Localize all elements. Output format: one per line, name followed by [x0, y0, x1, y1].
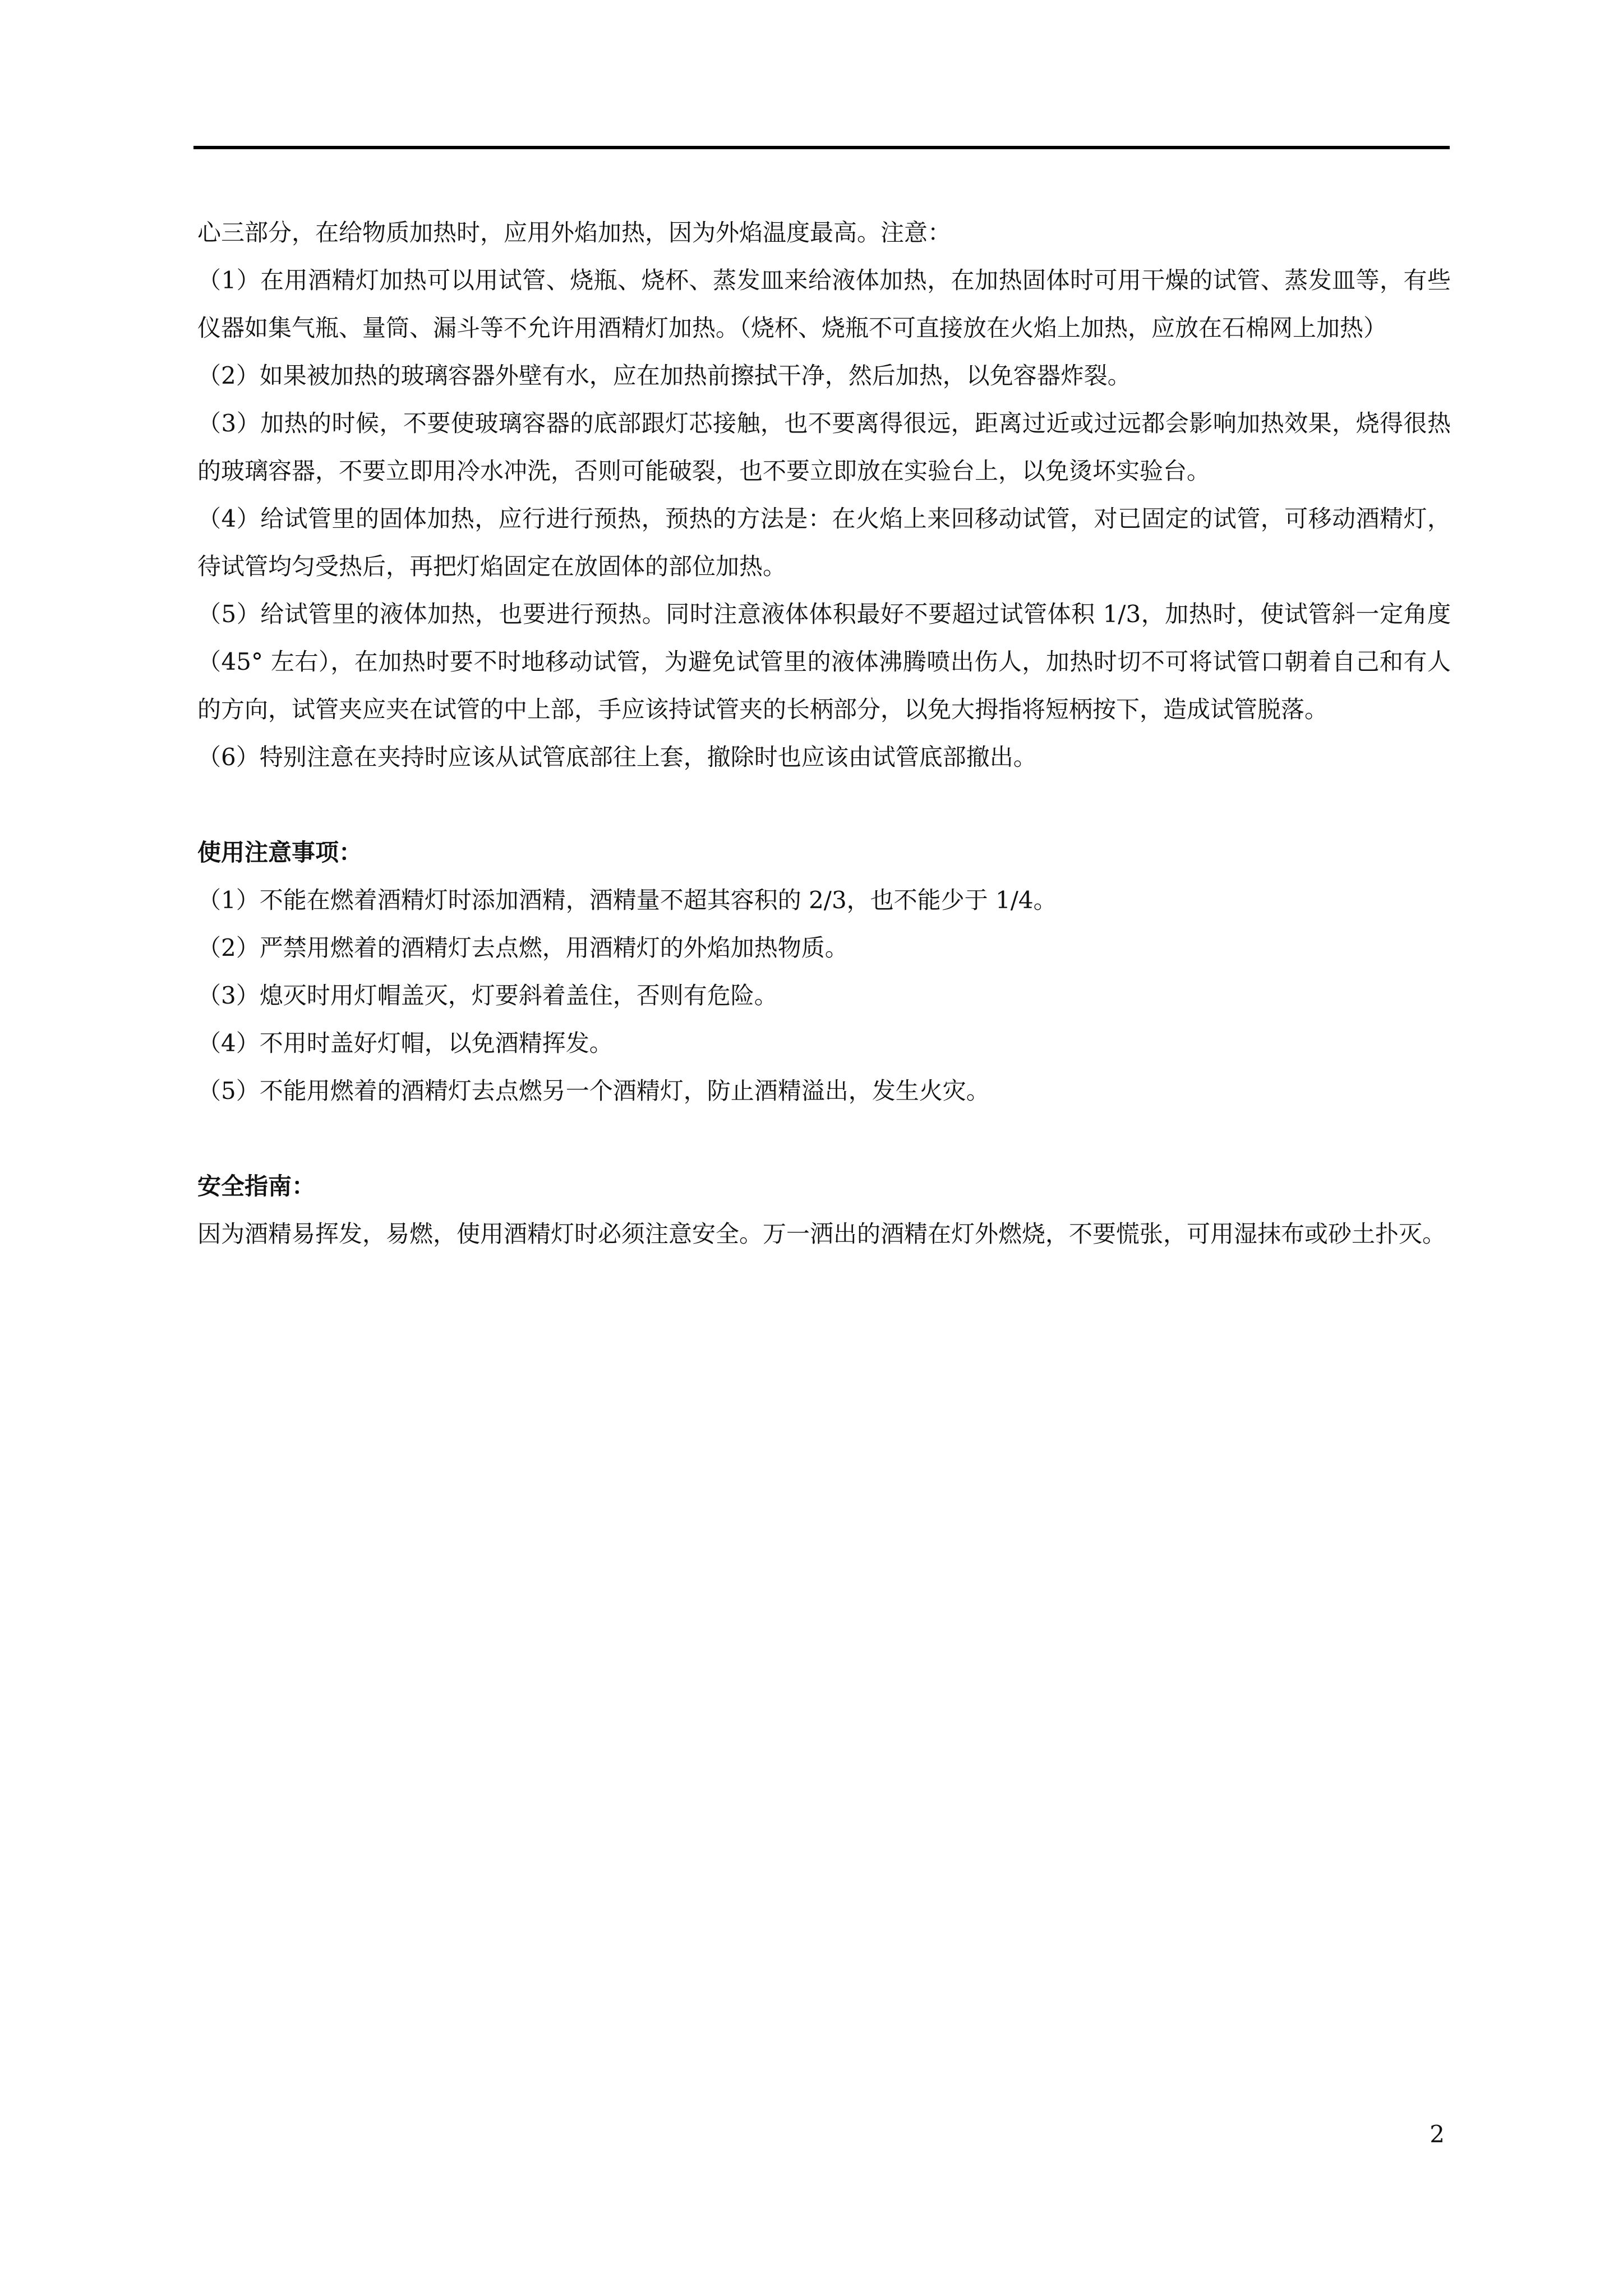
- usage-heading: 使用注意事项：: [197, 839, 363, 866]
- safety-text: 因为酒精易挥发，易燃，使用酒精灯时必须注意安全。万一洒出的酒精在灯外燃烧，不要慌张，可用湿抹布或砂土扑灭。: [197, 1220, 1446, 1248]
- heating-note-3: （3）加热的时候，不要使玻璃容器的底部跟灯芯接触，也不要离得很远，距离过近或过远都会影响加热效果，烧得很热的玻璃容器，不要立即用冷水冲洗，否则可能破裂，也不要立即放在实验台上，以免烫坏实验台。: [197, 409, 1451, 485]
- usage-item-5: （5）不能用燃着的酒精灯去点燃另一个酒精灯，防止酒精溢出，发生火灾。: [197, 1077, 990, 1105]
- usage-item-3: （3）熄灭时用灯帽盖灭，灯要斜着盖住，否则有危险。: [197, 982, 778, 1009]
- heating-note-1: （1）在用酒精灯加热可以用试管、烧瓶、烧杯、蒸发皿来给液体加热，在加热固体时可用干燥的试管、蒸发皿等，有些仪器如集气瓶、量筒、漏斗等不允许用酒精灯加热。（烧杯、烧瓶不可直接放在火焰上加热，应放在石棉网上加热）: [197, 266, 1451, 342]
- safety-heading: 安全指南：: [197, 1172, 316, 1200]
- usage-item-1: （1）不能在燃着酒精灯时添加酒精，酒精量不超其容积的 2/3，也不能少于 1/4。: [197, 886, 1057, 914]
- usage-item-2: （2）严禁用燃着的酒精灯去点燃，用酒精灯的外焰加热物质。: [197, 934, 849, 961]
- heating-note-2: （2）如果被加热的玻璃容器外壁有水，应在加热前擦拭干净，然后加热，以免容器炸裂。: [197, 362, 1131, 389]
- header-rule: [193, 146, 1450, 149]
- usage-item-4: （4）不用时盖好灯帽，以免酒精挥发。: [197, 1029, 613, 1057]
- heating-note-4: （4）给试管里的固体加热，应行进行预热，预热的方法是：在火焰上来回移动试管，对已固定的试管，可移动酒精灯，待试管均匀受热后，再把灯焰固定在放固体的部位加热。: [197, 505, 1451, 580]
- heating-note-6: （6）特别注意在夹持时应该从试管底部往上套，撤除时也应该由试管底部撤出。: [197, 743, 1037, 771]
- section-spacer: [197, 781, 1451, 829]
- intro-paragraph: 心三部分，在给物质加热时，应用外焰加热，因为外焰温度最高。注意：: [197, 219, 952, 246]
- heating-note-5: （5）给试管里的液体加热，也要进行预热。同时注意液体体积最好不要超过试管体积 1/3，加热时，使试管斜一定角度（45° 左右），在加热时要不时地移动试管，为避免试管里的液体沸腾喷出伤人，加热时切不可将试管口朝着自己和有人的方向，试管夹应夹在试管的中上部，手应该持试管夹的长柄部分，以免大拇指将短柄按下，造成试管脱落。: [197, 600, 1451, 723]
- section-spacer: [197, 1115, 1451, 1162]
- page-number: 2: [1430, 2120, 1445, 2148]
- document-body: [197, 209, 1451, 1258]
